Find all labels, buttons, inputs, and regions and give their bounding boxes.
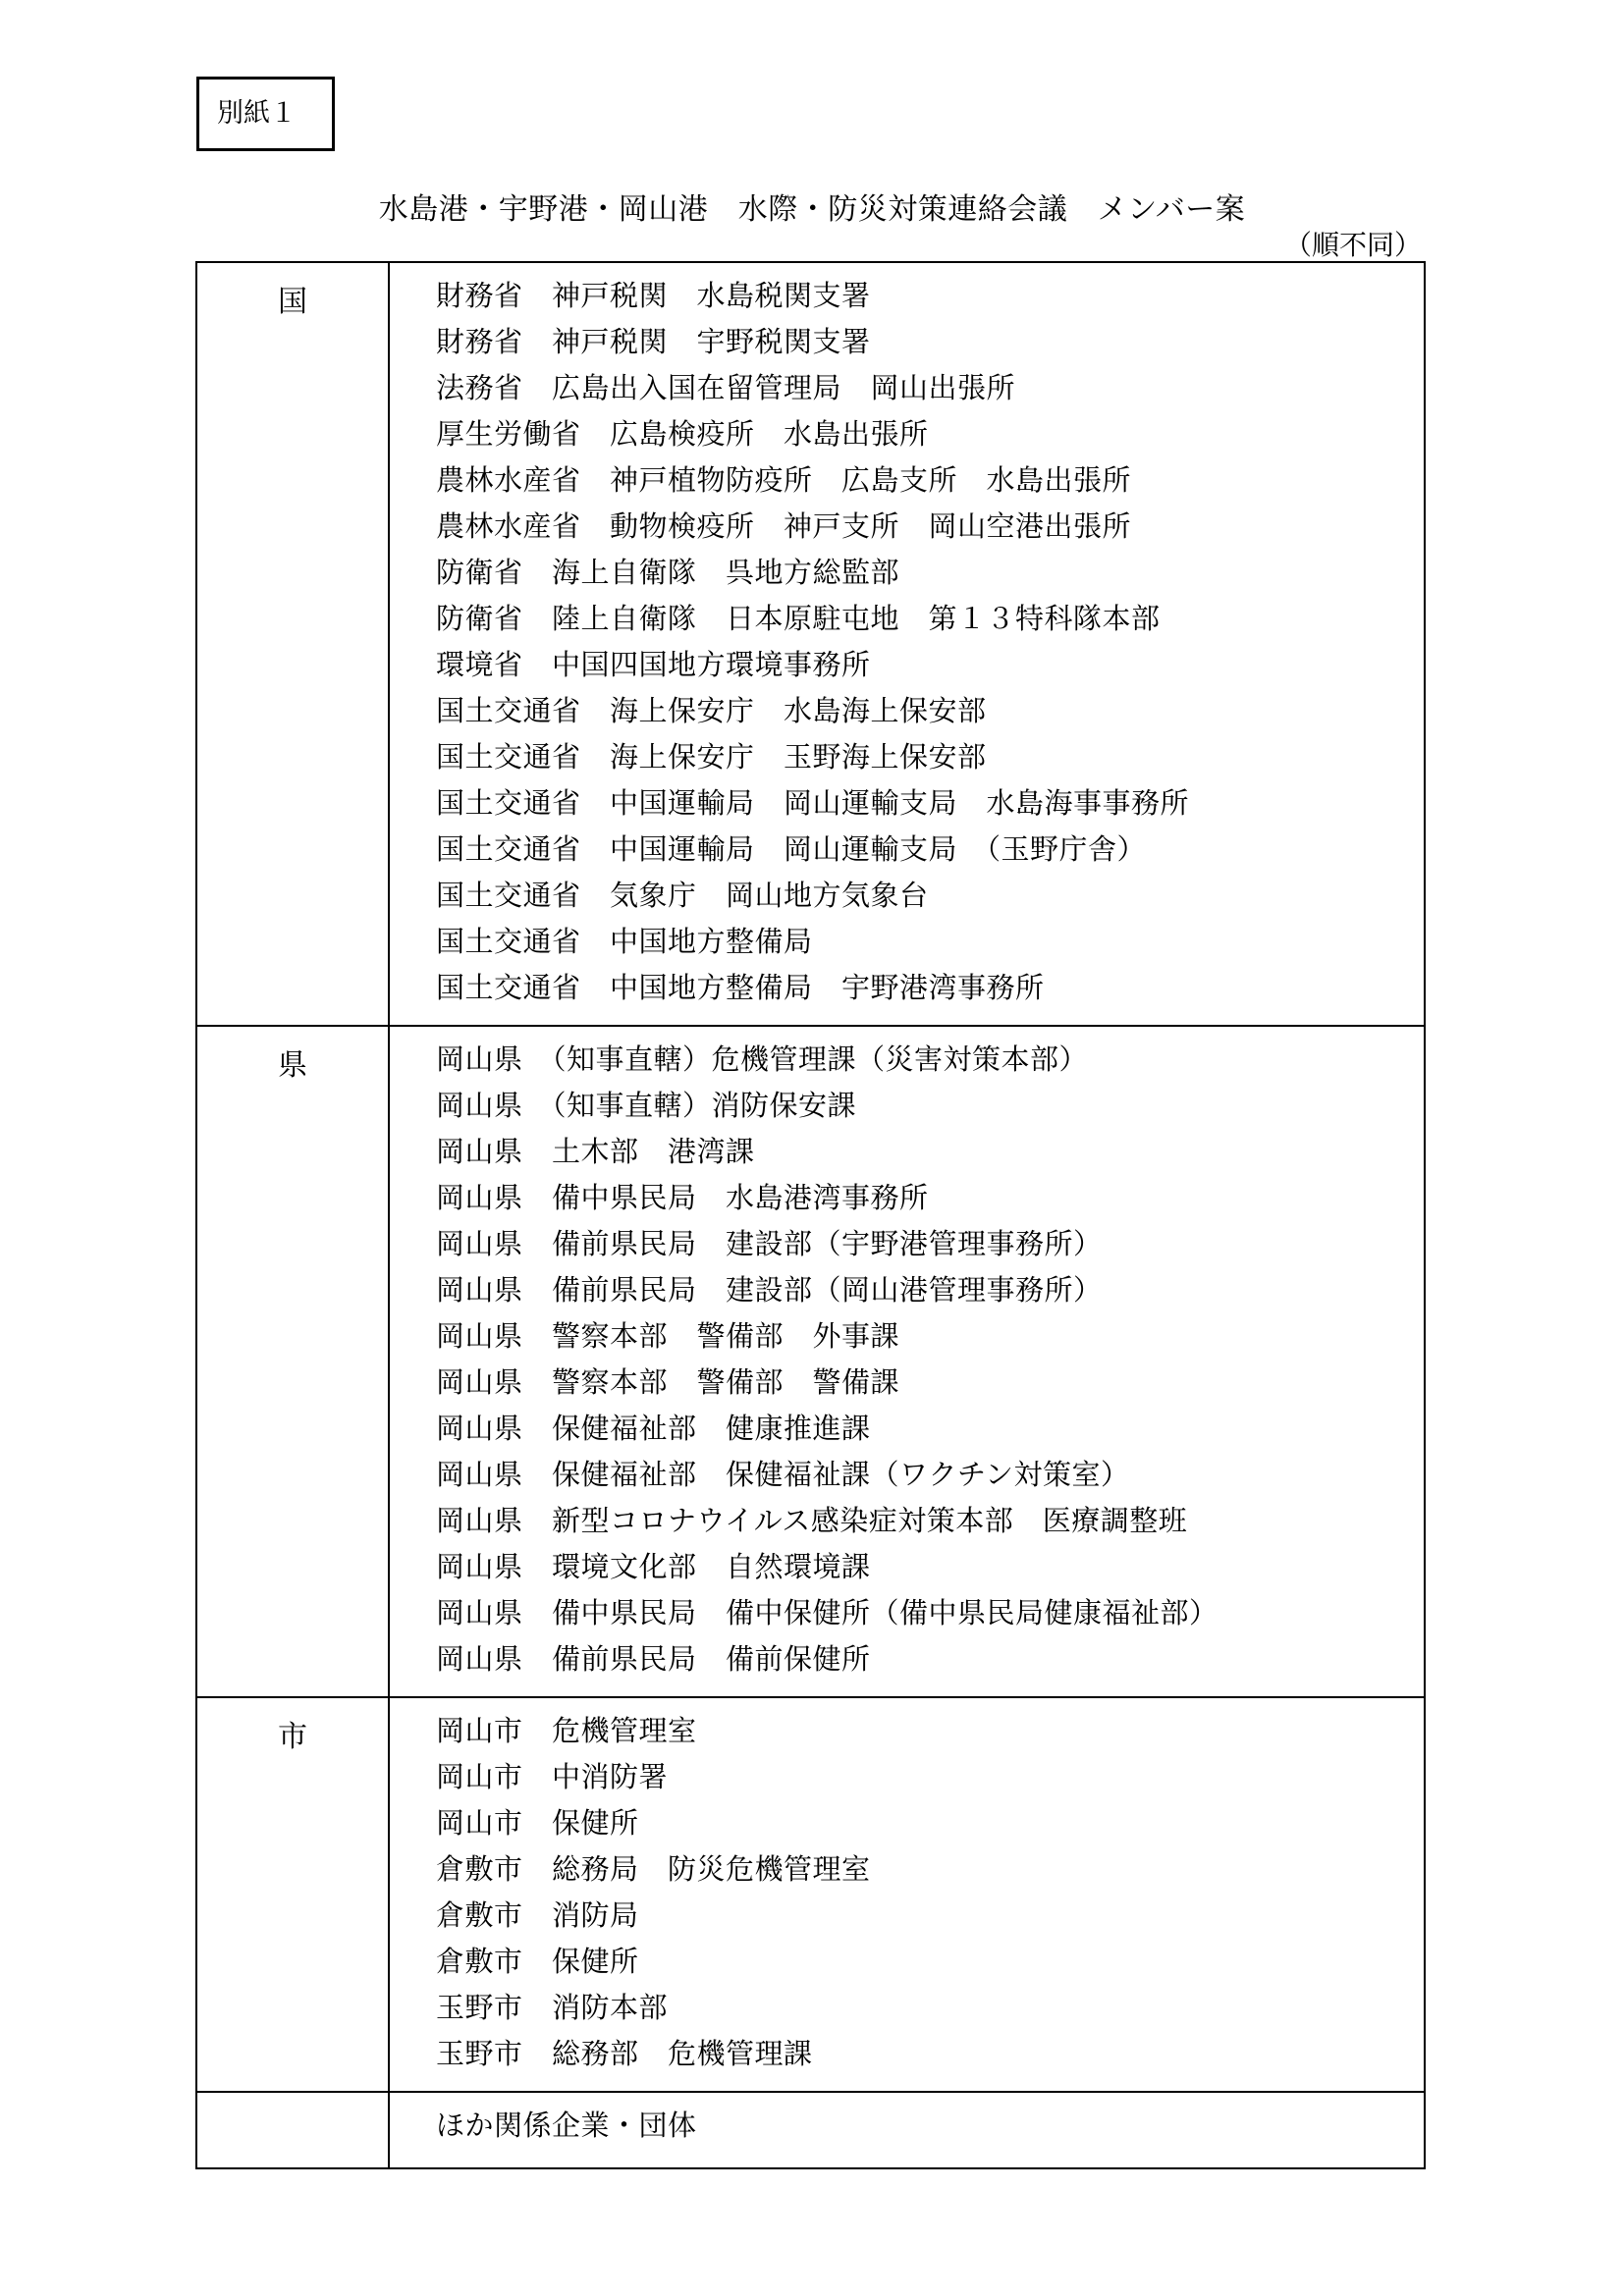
member-entry: 岡山市 保健所	[436, 1806, 639, 1840]
member-entry: 倉敷市 消防局	[436, 1898, 639, 1932]
order-note: （順不同）	[1283, 229, 1422, 261]
member-entry: 防衛省 海上自衛隊 呉地方総監部	[436, 556, 900, 589]
member-entry: 農林水産省 神戸植物防疫所 広島支所 水島出張所	[436, 463, 1132, 497]
member-entry: 法務省 広島出入国在留管理局 岡山出張所	[436, 371, 1016, 404]
member-table-body	[196, 262, 1425, 2168]
member-entry: 玉野市 総務部 危機管理課	[436, 2037, 813, 2070]
member-entry: ほか関係企業・団体	[436, 2109, 697, 2142]
member-entry: 環境省 中国四国地方環境事務所	[436, 648, 871, 681]
member-entry: 倉敷市 保健所	[436, 1945, 639, 1978]
member-entry: 国土交通省 中国運輸局 岡山運輸支局 （玉野庁舎）	[436, 832, 1147, 866]
member-entry: 岡山県 保健福祉部 健康推進課	[436, 1412, 871, 1445]
member-entry: 国土交通省 中国運輸局 岡山運輸支局 水島海事事務所	[436, 786, 1190, 820]
member-entry: 岡山県 備中県民局 水島港湾事務所	[436, 1181, 929, 1214]
category-cell: 県	[196, 1026, 389, 1697]
member-entry: 玉野市 消防本部	[436, 1991, 669, 2024]
member-entry: 国土交通省 中国地方整備局 宇野港湾事務所	[436, 971, 1045, 1004]
member-entry: 国土交通省 中国地方整備局	[436, 925, 813, 958]
member-entry: 岡山県 土木部 港湾課	[436, 1135, 755, 1168]
member-entry: 岡山県 備前県民局 建設部（宇野港管理事務所）	[436, 1227, 1103, 1260]
section-row	[196, 262, 1425, 1026]
section-row	[196, 1026, 1425, 1697]
member-list-cell	[389, 2092, 1425, 2168]
category-cell	[196, 2092, 389, 2168]
member-entry: 厚生労働省 広島検疫所 水島出張所	[436, 417, 929, 451]
member-entry: 岡山県 備中県民局 備中保健所（備中県民局健康福祉部）	[436, 1596, 1218, 1629]
section-row	[196, 1697, 1425, 2092]
member-entry: 農林水産省 動物検疫所 神戸支所 岡山空港出張所	[436, 509, 1132, 543]
member-entry: 岡山県 （知事直轄）危機管理課（災害対策本部）	[436, 1042, 1089, 1076]
attachment-label: 別紙１	[196, 77, 335, 151]
member-entry: 岡山県 警察本部 警備部 警備課	[436, 1365, 900, 1399]
member-entry: 岡山県 備前県民局 建設部（岡山港管理事務所）	[436, 1273, 1103, 1307]
category-cell: 国	[196, 262, 389, 1026]
member-entry: 岡山市 中消防署	[436, 1760, 669, 1793]
member-entry: 岡山県 備前県民局 備前保健所	[436, 1642, 871, 1676]
member-list-cell	[389, 1026, 1425, 1697]
member-entry: 防衛省 陸上自衛隊 日本原駐屯地 第１３特科隊本部	[436, 602, 1161, 635]
member-entry: 岡山県 新型コロナウイルス感染症対策本部 医療調整班	[436, 1504, 1188, 1537]
member-list-cell	[389, 262, 1425, 1026]
category-cell: 市	[196, 1697, 389, 2092]
member-table	[195, 261, 1426, 2169]
member-entry: 倉敷市 総務局 防災危機管理室	[436, 1852, 871, 1886]
member-list-cell	[389, 1697, 1425, 2092]
member-entry: 岡山県 保健福祉部 保健福祉課（ワクチン対策室）	[436, 1458, 1130, 1491]
document-title: 水島港・宇野港・岡山港 水際・防災対策連絡会議 メンバー案	[378, 192, 1246, 227]
member-entry: 財務省 神戸税関 宇野税関支署	[436, 325, 871, 358]
section-row	[196, 2092, 1425, 2168]
member-entry: 国土交通省 海上保安庁 水島海上保安部	[436, 694, 987, 727]
member-entry: 岡山市 危機管理室	[436, 1714, 697, 1747]
member-entry: 岡山県 （知事直轄）消防保安課	[436, 1089, 857, 1122]
member-entry: 岡山県 警察本部 警備部 外事課	[436, 1319, 900, 1353]
member-entry: 岡山県 環境文化部 自然環境課	[436, 1550, 871, 1583]
member-entry: 財務省 神戸税関 水島税関支署	[436, 279, 871, 312]
member-entry: 国土交通省 海上保安庁 玉野海上保安部	[436, 740, 987, 774]
member-entry: 国土交通省 気象庁 岡山地方気象台	[436, 879, 929, 912]
